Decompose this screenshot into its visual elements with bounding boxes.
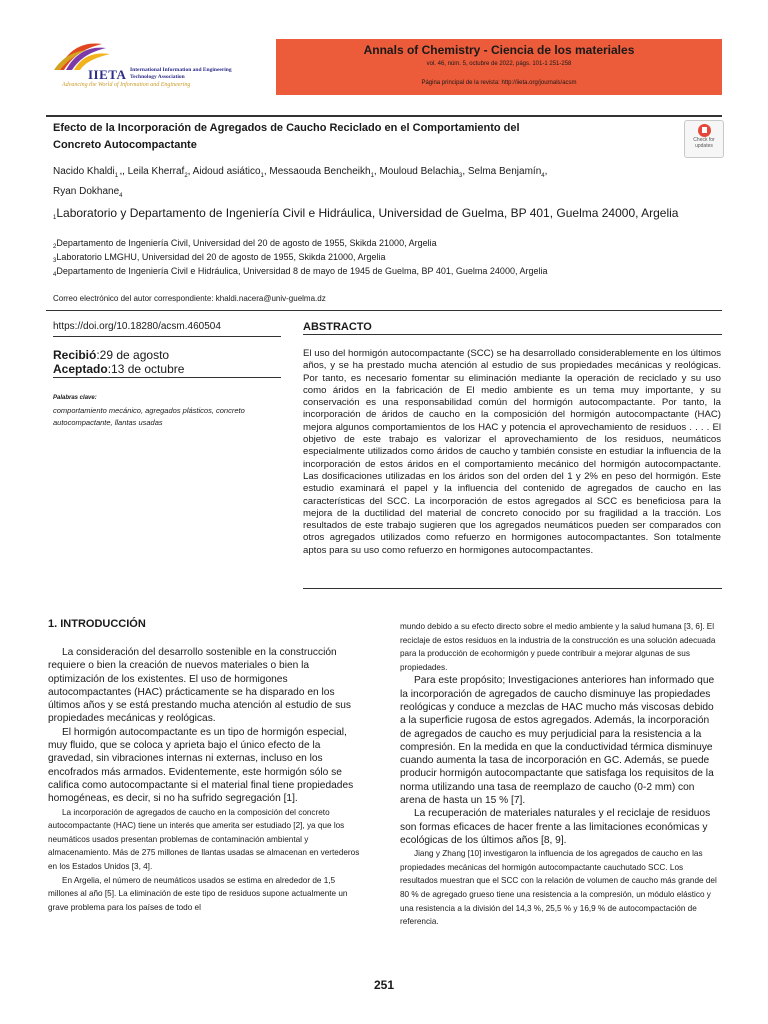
author: , Selma Benjamín (462, 166, 542, 177)
accepted-label: Aceptado (53, 362, 108, 376)
paragraph: La incorporación de agregados de caucho en la composición del concreto autocompactante (HAC) tiene un interés que amerita ser estudiado [2], ya que los neumáticos usados presentan problemas de contaminación ambiental y almacenamiento. Más de 275 millones de llantas usadas se almacenan en vertederos en los Estados Unidos [3, 4]. (48, 807, 360, 871)
logo-brand: IIETA (88, 67, 127, 82)
page-number: 251 (373, 978, 395, 992)
affiliation-3 (53, 251, 733, 265)
journal-header (276, 39, 722, 95)
paragraph: La recuperación de materiales naturales y el reciclaje de residuos son formas eficaces de hacer frente a las limitaciones económicas y ecológicas de los últimos años [8, 9]. (400, 808, 711, 846)
author: , Leila Kherraf (122, 166, 185, 177)
divider (53, 336, 281, 337)
corresponding-email[interactable]: Correo electrónico del autor correspondiente: khaldi.nacera@univ-guelma.dz (53, 294, 326, 303)
paper-title (53, 120, 613, 154)
paragraph: En Argelia, el número de neumáticos usados se estima en alrededor de 1,5 millones al año [5]. La eliminación de este tipo de residuos supone actualmente un grave problema para los países de todo el (48, 875, 348, 912)
affiliation-number: 2 (53, 244, 57, 250)
paragraph: mundo debido a su efecto directo sobre el medio ambiente y la salud humana [3, 6]. El reciclaje de estos residuos en la industria de la construcción es una solución adecuada para la producción de ecohormigón y puede contribuir a mejorar algunas de sus propiedades. (400, 622, 716, 672)
journal-title: Annals of Chemistry - Ciencia de los materiales (363, 43, 635, 57)
divider (46, 310, 722, 311)
divider (303, 588, 722, 589)
affiliation-text: Laboratorio LMGHU, Universidad del 20 de agosto de 1955, Skikda 21000, Argelia (56, 252, 386, 262)
author-affil-sup: 1 (260, 173, 264, 179)
body-column-left (48, 646, 364, 914)
affiliation-text: Departamento de Ingeniería Civil e Hidráulica, Universidad 8 de mayo de 1945 de Guelma, BP 401, Guelma 24000, Argelia (56, 266, 548, 276)
affiliation-4 (53, 265, 733, 279)
section-heading: 1. INTRODUCCIÓN (48, 618, 146, 630)
affiliation-number: 4 (53, 272, 57, 278)
badge-label: Check for (693, 137, 715, 143)
header-divider (46, 115, 722, 117)
author-list (53, 164, 673, 204)
affiliation-2 (53, 237, 733, 251)
doi-link[interactable]: https://doi.org/10.18280/acsm.460504 (53, 321, 221, 332)
author: , Messaouda Bencheikh (263, 166, 371, 177)
paper-title-line: Concreto Autocompactante (53, 139, 197, 151)
author: , Mouloud Belachia (373, 166, 459, 177)
logo-association: International Information and Engineering Technology Association (130, 67, 232, 80)
author-affil-sup: 2 (184, 173, 188, 179)
author: Ryan Dokhane (53, 186, 120, 197)
author-affil-sup: 3 (458, 173, 463, 179)
affiliation-number: 3 (53, 258, 57, 264)
dates-block (53, 348, 281, 376)
paper-title-line: Efecto de la Incorporación de Agregados de Caucho Reciclado en el Comportamiento del (53, 122, 520, 134)
author-affil-sup: 4 (119, 193, 123, 199)
received-label: Recibió (53, 348, 97, 362)
badge-label: updates (695, 142, 713, 149)
affiliation-1 (53, 206, 713, 224)
affiliation-number: 1 (53, 215, 57, 221)
abstract-heading: ABSTRACTO (303, 321, 372, 333)
check-for-updates-badge[interactable] (684, 120, 724, 158)
journal-volume: vol. 46, núm. 5, octubre de 2022, págs. 101-1 251-258 (426, 61, 572, 67)
keywords-label: Palabras clave: (53, 395, 97, 401)
logo-tagline: Advancing the World of Information and Engineering (62, 82, 191, 88)
affiliation-text: Laboratorio y Departamento de Ingeniería Civil e Hidráulica, Universidad de Guelma, BP 401, Guelma 24000, Argelia (56, 206, 679, 220)
affiliation-text: Departamento de Ingeniería Civil, Universidad del 20 de agosto de 1955, Skikda 21000, Argelia (56, 238, 437, 248)
body-column-right (400, 620, 722, 929)
author-separator: , (544, 166, 548, 177)
keywords: comportamiento mecánico, agregados plásticos, concreto autocompactante, llantas usadas (53, 406, 245, 427)
bookmark-icon (698, 124, 711, 137)
author: Nacido Khaldi (53, 166, 115, 177)
received-date: :29 de agosto (96, 348, 170, 362)
journal-homepage[interactable]: Página principal de la revista: http://iieta.org/journals/acsm (421, 80, 577, 86)
paragraph: La consideración del desarrollo sostenible en la construcción requiere o bien la creación de nuevos materiales o bien la optimización de los existentes. El uso de hormigones autocompactantes (HAC) prácticamente se ha disparado en los últimos años y se está prestando mucha atención al estudio de sus propiedades mecánicas y reológicas. (48, 647, 351, 725)
author: , Aidoud asiático (187, 166, 261, 177)
divider (303, 334, 722, 335)
author-affil-sup: 1 * (114, 173, 123, 179)
publisher-logo (52, 40, 252, 96)
abstract-text: El uso del hormigón autocompactante (SCC) se ha desarrollado considerablemente en los últimos años, y se ha prestado mucha atención al estudio de sus propiedades mecánicas y reológicas. Por tanto, es necesario fomentar su eliminación mediante la operación de reciclado y su uso como áridos en la fabricación de El medio ambiente es un tema muy importante, y su conservación es una responsabilidad común del hormigón autocompactante. Por tanto, la incorporación de áridos de caucho en la composición del hormigón autocompactante (HAC) mejora algunos comportamientos de los HAC y potencia el aprovechamiento de residuos . . . . El objetivo de este trabajo es valorizar el aprovechamiento de los residuos, neumáticos especialmente utilizados como áridos de caucho y también consiste en estudiar la influencia de la incorporación de estos áridos en el comportamiento mecánico del hormigón autocompactante. Las dosificaciones utilizadas en los áridos son del orden del 1 y 2% en peso del hormigón. Este estudio examinará el papel y la influencia del contenido de agregados de caucho en las características del SCC. La incorporación de estos agregados al SCC es beneficiosa para la mejora de la ductilidad del material de concreto conocido por su fragilidad a la tracción. Los resultados de este trabajo sugieren que los agregados neumáticos pueden ser comparados con otros agregados utilizados como refuerzo en hormigones autocompactantes. Son totalmente aptos para su uso como refuerzo en hormigones autocompactantes. (303, 348, 721, 556)
paragraph: Para este propósito; Investigaciones anteriores han informado que la incorporación de agregados de caucho disminuye las propiedades reológicas y conduce a mezclas de HAC mucho más viscosas debido a la superficie rugosa de estos agregados. Además, la incorporación de agregados de caucho es muy perjudicial para la resistencia a la compresión. En la medida en que la conductividad térmica disminuye cuando aumenta la tasa de incorporación en GC. Además, se puede producir hormigón autocompactante que satisfaga los requisitos de la norma utilizando una tasa de reemplazo de caucho (0-2 mm) con arena de hasta un 15 % [7]. (400, 675, 715, 807)
divider (53, 377, 281, 378)
author-affil-sup: 4 (541, 173, 545, 179)
author-affil-sup: 1 (370, 173, 374, 179)
paragraph: Jiang y Zhang [10] investigaron la influencia de los agregados de caucho en las propiedades mecánicas del hormigón autocompactante cauchutado SCC. Los resultados muestran que el SCC con la relación de volumen de caucho más grande del 80 % de agregado grueso tiene una resistencia a la compresión, un módulo elástico y una resistencia a la división del 14,3 %, 25,5 % y 16,9 % de autocompactación de referencia. (400, 849, 717, 927)
accepted-date: :13 de octubre (107, 362, 185, 376)
paragraph: El hormigón autocompactante es un tipo de hormigón especial, muy fluido, que se coloca y aprieta bajo el único efecto de la gravedad, sin vibraciones internas ni externas, incluso en los encofrados más armados. Evidentemente, este hormigón sólo se califica como autocompactante si el material final tiene propiedades homogéneas, es decir, si no ha sufrido segregación [1]. (48, 726, 354, 805)
